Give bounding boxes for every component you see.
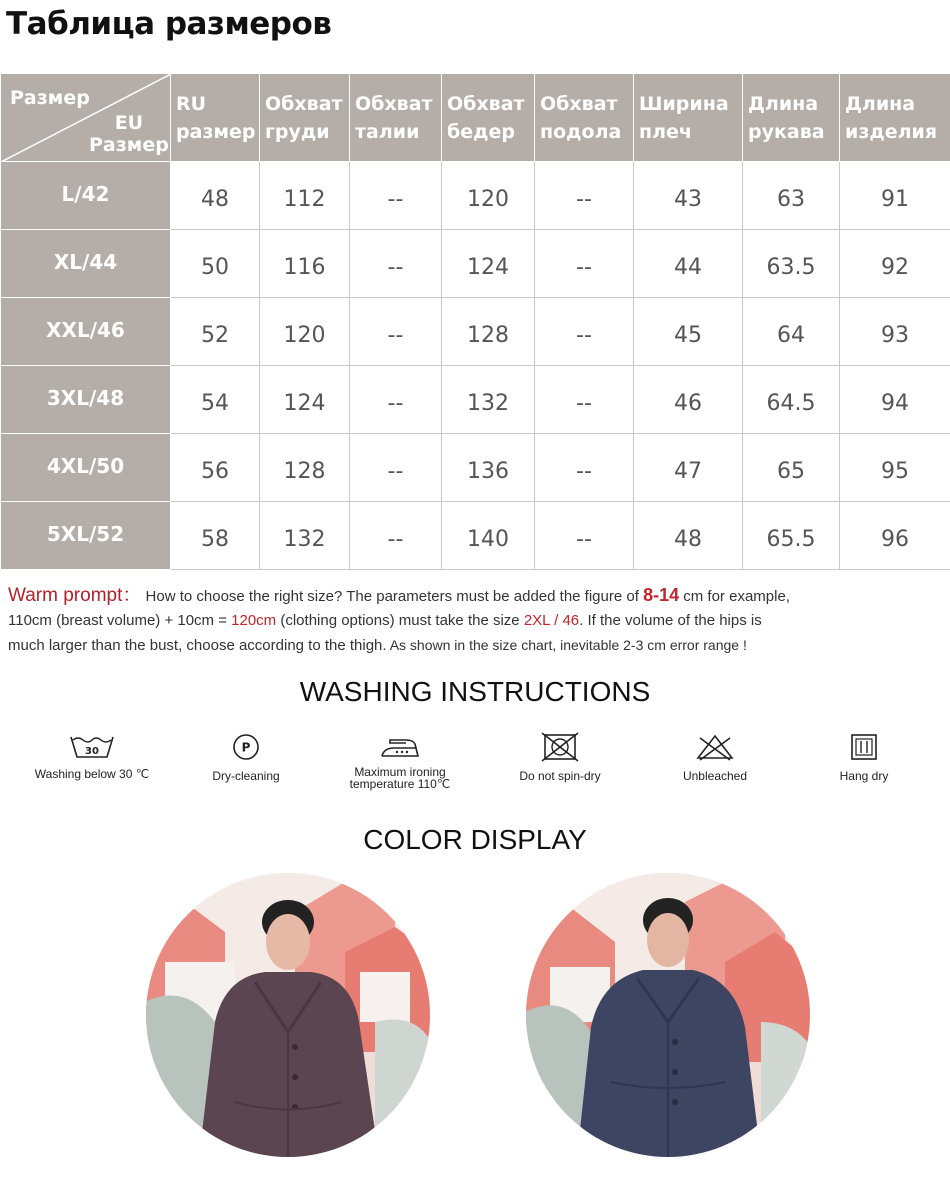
table-row <box>1 366 950 434</box>
dry-clean-icon <box>231 732 261 762</box>
color-title: COLOR DISPLAY <box>363 824 587 855</box>
care-label: Maximum ironing temperature 110℃ <box>349 765 451 791</box>
care-item-iron <box>315 732 485 790</box>
row-size-label: XXL/46 <box>1 298 171 366</box>
column-header: Длина изделия <box>840 74 950 162</box>
corner-header <box>1 74 171 162</box>
size-table <box>0 73 950 570</box>
table-cell: 95 <box>840 434 950 502</box>
color-photo-navy <box>525 872 811 1158</box>
care-label: Unbleached <box>682 769 748 783</box>
table-cell: 116 <box>260 230 350 298</box>
no-bleach-icon <box>695 732 735 762</box>
table-cell: 96 <box>840 502 950 570</box>
table-cell: 63 <box>743 162 840 230</box>
table-cell: 120 <box>442 162 535 230</box>
table-cell: 91 <box>840 162 950 230</box>
warm-prompt <box>8 583 943 658</box>
table-cell: 64.5 <box>743 366 840 434</box>
table-cell: 92 <box>840 230 950 298</box>
table-cell: 120 <box>260 298 350 366</box>
table-cell: -- <box>535 298 634 366</box>
table-cell: 63.5 <box>743 230 840 298</box>
iron-icon <box>378 732 422 762</box>
table-cell: 64 <box>743 298 840 366</box>
table-cell: 140 <box>442 502 535 570</box>
row-size-label: L/42 <box>1 162 171 230</box>
prompt-line-1: Warm prompt： How to choose the right size? The parameters must be added the figure of 8-14 cm for example, <box>8 585 790 606</box>
column-header: Ширина плеч <box>634 74 743 162</box>
column-header: RU размер <box>171 74 260 162</box>
prompt-line-2: 110cm (breast volume) + 10cm = 120cm (clothing options) must take the size 2XL / 46. If the volume of the hips is <box>8 612 762 629</box>
table-row <box>1 298 950 366</box>
corner-bottom-line-2: Размер <box>89 134 169 156</box>
table-cell: 52 <box>171 298 260 366</box>
column-header: Обхват подола <box>535 74 634 162</box>
table-cell: 56 <box>171 434 260 502</box>
wash-30-icon <box>69 732 115 760</box>
table-cell: -- <box>535 434 634 502</box>
care-item-hang-dry <box>779 732 949 782</box>
prompt-error-note: As shown in the size chart, inevitable 2-3 cm error range ! <box>386 637 747 653</box>
care-label: Do not spin-dry <box>519 769 601 783</box>
table-cell: 46 <box>634 366 743 434</box>
table-cell: 44 <box>634 230 743 298</box>
table-cell: 136 <box>442 434 535 502</box>
table-cell: 45 <box>634 298 743 366</box>
table-cell: 124 <box>260 366 350 434</box>
table-cell: 50 <box>171 230 260 298</box>
table-cell: -- <box>535 502 634 570</box>
svg-text:30: 30 <box>85 746 99 757</box>
table-cell: 47 <box>634 434 743 502</box>
table-row <box>1 434 950 502</box>
prompt-label: Warm prompt： <box>8 585 142 606</box>
table-cell: -- <box>535 230 634 298</box>
table-cell: 54 <box>171 366 260 434</box>
care-item-no-bleach <box>630 732 800 782</box>
row-size-label: 4XL/50 <box>1 434 171 502</box>
table-cell: -- <box>350 230 442 298</box>
table-cell: 124 <box>442 230 535 298</box>
washing-title: WASHING INSTRUCTIONS <box>299 676 651 707</box>
table-cell: 65.5 <box>743 502 840 570</box>
table-cell: -- <box>535 162 634 230</box>
table-cell: 48 <box>171 162 260 230</box>
table-row <box>1 502 950 570</box>
row-size-label: XL/44 <box>1 230 171 298</box>
svg-text:P: P <box>241 740 251 755</box>
corner-bottom-line-1: EU <box>114 112 144 134</box>
table-cell: 58 <box>171 502 260 570</box>
corner-top-label: Размер <box>10 87 90 109</box>
table-cell: 132 <box>260 502 350 570</box>
column-header: Обхват груди <box>260 74 350 162</box>
table-row <box>1 162 950 230</box>
care-item-dry-clean <box>161 732 331 782</box>
table-cell: -- <box>350 434 442 502</box>
column-header: Обхват бедер <box>442 74 535 162</box>
table-cell: 132 <box>442 366 535 434</box>
table-cell: 93 <box>840 298 950 366</box>
table-cell: 112 <box>260 162 350 230</box>
care-label: Washing below 30 ℃ <box>34 767 150 781</box>
table-cell: -- <box>350 502 442 570</box>
page-title: Таблица размеров <box>6 6 332 42</box>
table-cell: -- <box>350 298 442 366</box>
prompt-line-3: much larger than the bust, choose according to the thigh. As shown in the size chart, inevitable 2-3 cm error range ! <box>8 637 747 654</box>
prompt-sum: 120cm <box>231 612 277 629</box>
row-size-label: 5XL/52 <box>1 502 171 570</box>
table-row <box>1 230 950 298</box>
table-cell: 65 <box>743 434 840 502</box>
prompt-range: 8-14 <box>643 585 680 605</box>
hang-dry-icon <box>849 732 879 762</box>
table-cell: 128 <box>442 298 535 366</box>
no-spin-dry-icon <box>540 732 580 762</box>
table-cell: -- <box>350 162 442 230</box>
table-header-row <box>1 74 950 162</box>
care-item-no-spin <box>475 732 645 782</box>
table-cell: -- <box>350 366 442 434</box>
column-header: Обхват талии <box>350 74 442 162</box>
column-header: Длина рукава <box>743 74 840 162</box>
corner-bottom-label <box>89 112 169 156</box>
table-cell: 94 <box>840 366 950 434</box>
care-label: Hang dry <box>839 769 889 783</box>
table-cell: 128 <box>260 434 350 502</box>
table-cell: -- <box>535 366 634 434</box>
table-cell: 48 <box>634 502 743 570</box>
color-photo-purple <box>145 872 431 1158</box>
care-label: Dry-cleaning <box>212 769 280 783</box>
care-item-wash <box>7 732 177 780</box>
table-cell: 43 <box>634 162 743 230</box>
prompt-size: 2XL / 46 <box>523 612 580 629</box>
row-size-label: 3XL/48 <box>1 366 171 434</box>
